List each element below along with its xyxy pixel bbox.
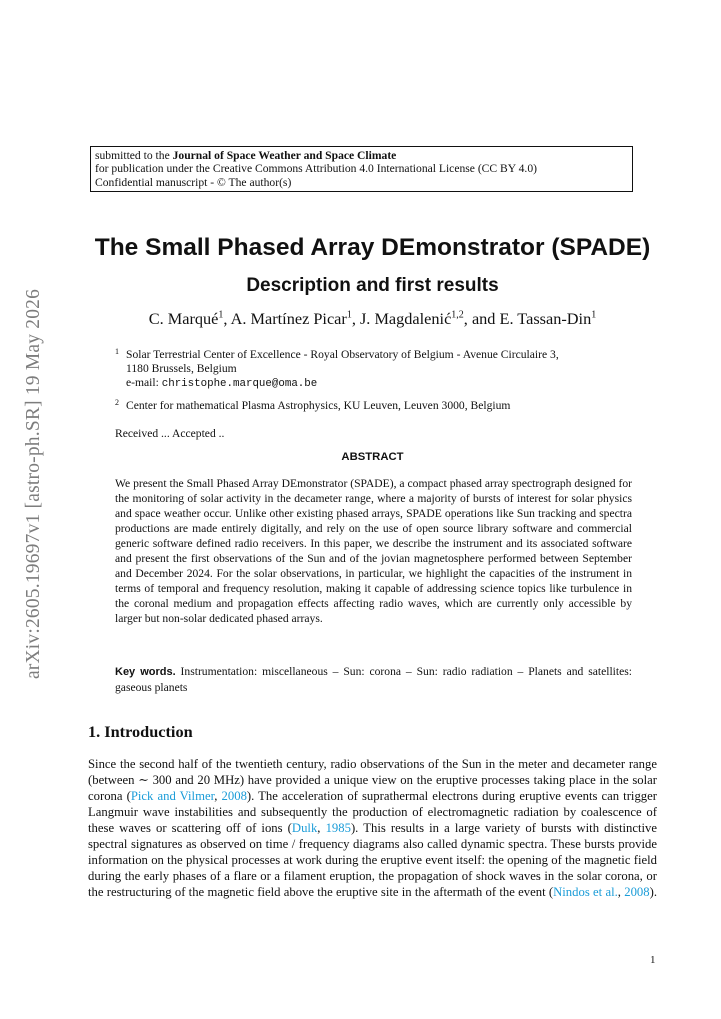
contact-email[interactable]: christophe.marque@oma.be — [161, 378, 318, 391]
abstract-text: We present the Small Phased Array DEmonstrator (SPADE), a compact phased array spectrograph designed for the monitoring of solar activity in the decameter range, where a majority of bursts of interest for solar physics and space weather occur. Unlike other existing phased arrays, SPADE operations like Sun tracking and spectra productions are made entirely digitally, and rely on the use of open source library software and commercial generic software defined radio receivers. In this paper, we describe the instrument and its associated software and present the first observations of the Sun and of the jovian magnetosphere performed between September and December 2024. For the solar observations, in particular, we highlight the capacities of the instrument in terms of temporal and frequency resolution, making it capable of addressing science topics like turbulence in the coronal medium and propagation effects affecting radio waves, which are currently only accessible by larger but non-solar dedicated phased arrays. — [115, 477, 632, 626]
citation-link[interactable]: Nindos et al. — [553, 885, 618, 900]
affiliation-1-line-2: 1180 Brussels, Belgium — [126, 362, 237, 376]
citation-link[interactable]: 2008 — [221, 789, 247, 804]
affiliation-1-line-1: Solar Terrestrial Center of Excellence - Royal Observatory of Belgium - Avenue Circulaire 3, — [126, 348, 559, 361]
introduction-paragraph — [88, 756, 657, 900]
abstract-heading: ABSTRACT — [341, 451, 404, 463]
page-number: 1 — [650, 954, 656, 966]
author: , J. Magdalenić — [351, 309, 452, 328]
arxiv-stamp-text: arXiv:2605.19697v1 [astro-ph.SR] 19 May 2026 — [23, 288, 44, 680]
submission-line — [95, 149, 628, 162]
intro-text: ). This results in a large variety of bursts with distinctive spectral signatures as observed on time / frequency diagrams also called dynamic spectra. These bursts provide information on the physical processes at work during the eruptive event itself: the opening of the magnetic field during the early phases of a flare or a filament eruption, the propagation of shock waves in the solar corona, or the restructuring of the magnetic field above the eruptive site in the aftermath of the event ( — [88, 821, 658, 900]
affiliation-1 — [115, 348, 635, 392]
arxiv-stamp — [18, 264, 50, 704]
paper-subtitle: Description and first results — [246, 275, 499, 296]
submission-prefix: submitted to the — [95, 149, 173, 162]
author-affiliation-mark: 1 — [591, 309, 597, 321]
citation-separator: , — [214, 789, 222, 804]
author: C. Marqué — [148, 309, 219, 328]
paper-title: The Small Phased Array DEmonstrator (SPADE) — [94, 234, 651, 261]
author-list — [88, 309, 657, 329]
citation-link[interactable]: Dulk — [291, 821, 318, 836]
journal-name: Journal of Space Weather and Space Climate — [172, 149, 397, 162]
affiliation-number: 2 — [115, 398, 119, 407]
email-label: e-mail: — [126, 376, 162, 390]
submission-box — [90, 146, 633, 192]
section-heading: 1. Introduction — [88, 722, 193, 741]
author-affiliation-mark: 1 — [346, 309, 352, 321]
citation-link[interactable]: 2008 — [624, 885, 650, 900]
author-affiliation-mark: 1,2 — [451, 309, 464, 321]
contact-email-line — [126, 376, 635, 391]
citation-link[interactable]: Pick and Vilmer — [130, 789, 215, 804]
citation-separator: , — [617, 885, 625, 900]
affiliation-2 — [115, 399, 635, 413]
affiliation-number: 1 — [115, 347, 119, 356]
intro-text: Since the second half of the twentieth century, radio observations of the Sun in the meter and decameter range (between ∼ 300 and 20 MHz) have provided a unique view on the eruptive processes taking place in the solar corona ( — [88, 757, 657, 804]
keywords-text: Instrumentation: miscellaneous – Sun: corona – Sun: radio radiation – Planets and satellites: gaseous planets — [115, 665, 632, 694]
keywords-label: Key words. — [115, 666, 176, 678]
citation-separator: , — [317, 821, 326, 836]
citation-link[interactable]: 1985 — [325, 821, 351, 836]
keywords — [115, 664, 632, 695]
license-line: for publication under the Creative Commons Attribution 4.0 International License (CC BY 4.0) — [95, 162, 537, 176]
intro-text: ). — [649, 885, 657, 900]
manuscript-line: Confidential manuscript - © The author(s) — [95, 175, 292, 189]
author-affiliation-mark: 1 — [218, 309, 224, 321]
intro-text: ). The acceleration of suprathermal electrons during eruptive events can trigger Langmuir wave instabilities and subsequently the production of electromagnetic radiation by coalescence of these waves or scattering off of ions ( — [88, 789, 657, 836]
author: , and E. Tassan-Din — [463, 309, 592, 328]
author: , A. Martínez Picar — [223, 309, 347, 328]
affiliation-2-line-1: Center for mathematical Plasma Astrophysics, KU Leuven, Leuven 3000, Belgium — [126, 399, 511, 412]
received-accepted: Received ... Accepted .. — [115, 427, 225, 440]
